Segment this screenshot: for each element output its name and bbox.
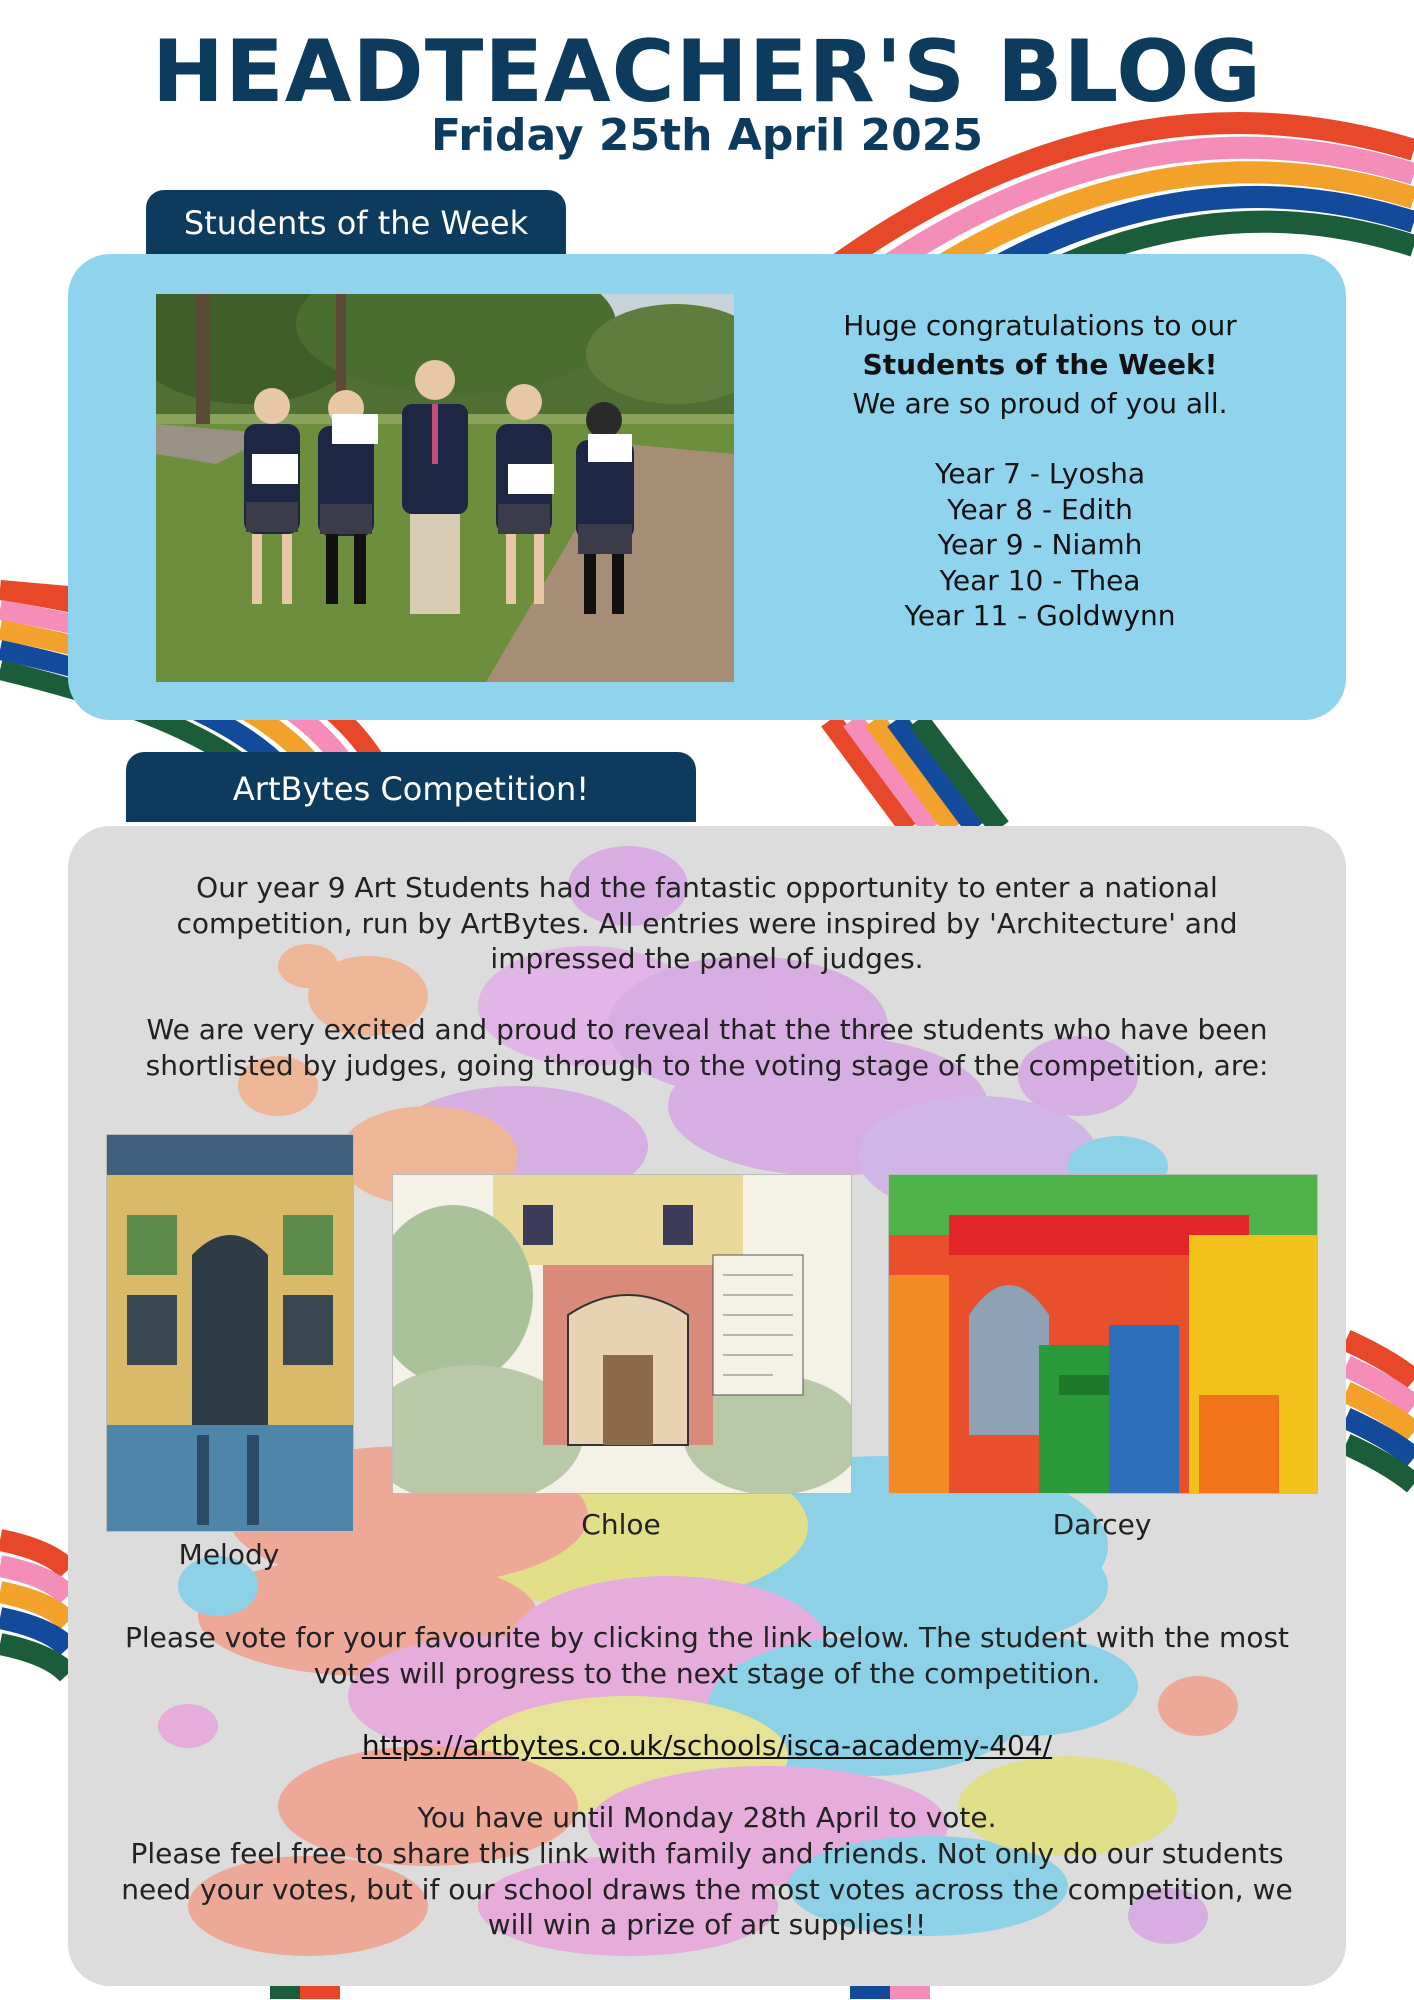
page-title: HEADTEACHER'S BLOG (152, 22, 1262, 122)
students-of-week-tab: Students of the Week (146, 190, 566, 256)
list-item: Year 8 - Edith (947, 492, 1133, 526)
vote-link-wrapper (110, 1728, 1304, 1764)
list-item: Year 10 - Thea (939, 563, 1141, 597)
artbytes-tab: ArtBytes Competition! (126, 752, 696, 822)
vote-instructions: Please vote for your favourite by clicking the link below. The student with the most votes will progress to the next stage of the competition. (124, 1621, 1290, 1690)
list-item: Year 7 - Lyosha (934, 457, 1146, 490)
artwork-name-melody: Melody (178, 1538, 280, 1571)
vote-link[interactable]: https://artbytes.co.uk/schools/isca-academy-404/ (361, 1729, 1053, 1762)
intro-bold: Students of the Week! (862, 348, 1218, 381)
students-of-week-list (760, 456, 1320, 634)
artwork-melody (106, 1134, 354, 1532)
share-text: Please feel free to share this link with family and friends. Not only do our students need your votes, but if our school draws the most votes across the competition, we will win a prize of art supplies!! (121, 1837, 1293, 1941)
vote-deadline: You have until Monday 28th April to vote. (417, 1801, 997, 1834)
artwork-name-chloe: Chloe (581, 1508, 661, 1541)
artwork-chloe (392, 1174, 852, 1494)
artwork-darcey (888, 1174, 1318, 1494)
students-of-week-intro (760, 306, 1320, 423)
students-photo (156, 294, 734, 682)
intro-line: We are so proud of you all. (852, 387, 1228, 420)
list-item: Year 9 - Niamh (937, 528, 1143, 561)
page-date: Friday 25th April 2025 (431, 110, 983, 161)
intro-line: Huge congratulations to our (843, 309, 1237, 342)
artbytes-shortlist: We are very excited and proud to reveal that the three students who have been shortlisted by judges, going through to the voting stage of the competition, are: (145, 1013, 1269, 1082)
artwork-name-darcey: Darcey (1052, 1508, 1152, 1541)
artbytes-intro: Our year 9 Art Students had the fantastic opportunity to enter a national competition, run by ArtBytes. All entries were inspired by 'Architecture' and impressed the panel of judges. (176, 871, 1238, 975)
list-item: Year 11 - Goldwynn (904, 599, 1176, 632)
